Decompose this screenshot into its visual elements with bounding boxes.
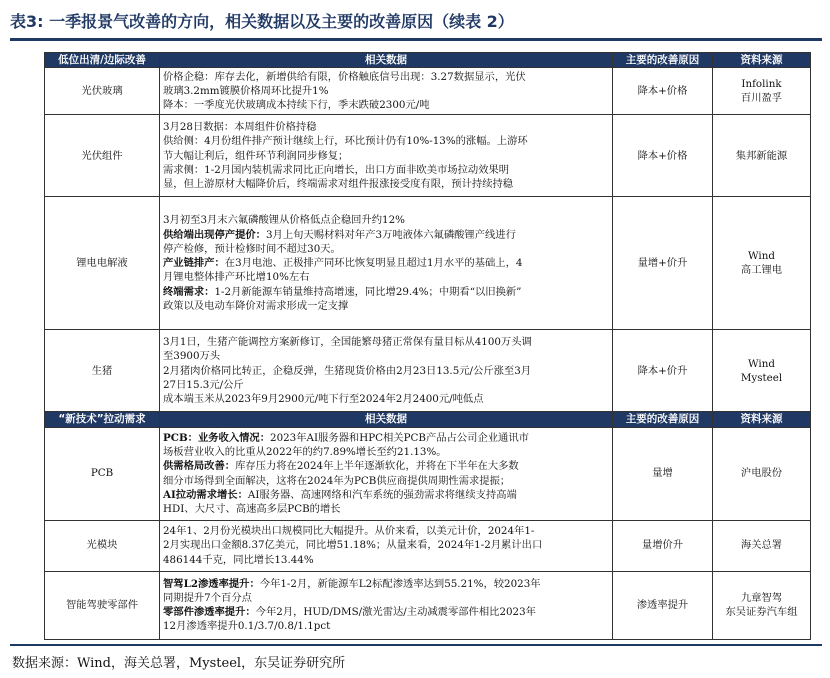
table-row [45, 427, 811, 520]
section1-header-cell: 资料来源 [713, 53, 811, 68]
cause-cell: 降本+价升 [613, 330, 713, 412]
data-line: 降本：一季度光伏玻璃成本持续下行，季末跌破2300元/吨 [163, 99, 430, 112]
data-cell [160, 427, 613, 520]
cause-cell: 量增价升 [613, 520, 713, 571]
table-row [45, 330, 811, 412]
source-line: Wind [748, 250, 775, 262]
data-cell [160, 68, 613, 115]
data-line-label: 供需格局改善： [163, 460, 236, 473]
data-line: 政策以及电动车降价对需求形成一定支撑 [163, 300, 349, 313]
source-line: 九章智驾 [740, 591, 783, 604]
data-line: 终端需求：1-2月新能源车销量维持高增速，同比增29.4%；中期看“以旧换新” [163, 285, 522, 298]
data-cell [160, 571, 613, 639]
section2-header-cell: 主要的改善原因 [613, 412, 713, 427]
data-cell [160, 197, 613, 330]
data-line-label: 零部件渗透率提升： [163, 606, 256, 619]
data-line: 零部件渗透率提升：今年2月，HUD/DMS/激光雷达/主动减震零部件相比2023年 [163, 606, 536, 619]
category-cell: 光伏组件 [45, 115, 160, 197]
data-line: 至3900万头 [163, 350, 221, 363]
data-line-label: 终端需求： [163, 285, 215, 298]
data-line-label: 智驾L2渗透率提升： [163, 577, 260, 590]
data-line: 12月渗透率提升0.1/3.7/0.8/1.1pct [163, 620, 331, 633]
data-line: PCB：业务收入情况：2023年AI服务器和HPC相关PCB产品占公司企业通讯市 [163, 431, 529, 444]
footer-divider [10, 644, 822, 646]
source-cell [713, 68, 811, 115]
category-cell: 光模块 [45, 520, 160, 571]
category-cell: 锂电电解液 [45, 197, 160, 330]
source-line: Mysteel [740, 371, 783, 384]
table-title: 表3: 一季报景气改善的方向，相关数据以及主要的改善原因（续表 2） [10, 12, 514, 31]
source-line: 高工锂电 [740, 264, 783, 277]
data-line: 玻璃3.2mm镀膜价格周环比提升1% [163, 85, 329, 98]
category-cell: 生猪 [45, 330, 160, 412]
data-line: 智驾L2渗透率提升：今年1-2月，新能源车L2标配渗透率达到55.21%，较2023年 [163, 577, 541, 590]
source-line: 海关总署 [740, 539, 783, 552]
data-line: 2月实现出口金额8.37亿美元，同比增51.18%；从量来看，2024年1-2月累计出口 [163, 539, 543, 552]
data-line: 价格企稳：库存去化，新增供给有限，价格触底信号出现：3.27数据显示，光伏 [163, 70, 526, 83]
source-cell [713, 197, 811, 330]
data-line-label: 产业链排产： [163, 257, 225, 270]
source-line: 百川盈孚 [740, 92, 783, 105]
source-line: 集邦新能源 [735, 149, 788, 162]
data-line: 3月1日，生猪产能调控方案新修订，全国能繁母猪正常保有量目标从4100万头调 [163, 336, 532, 349]
data-line: 成本端玉米从2023年9月2900元/吨下行至2024年2月2400元/吨低点 [163, 393, 484, 406]
source-cell [713, 115, 811, 197]
data-line: 需求侧：1-2月国内装机需求同比正向增长，出口方面非欧美市场拉动效果明 [163, 163, 510, 176]
data-cell [160, 520, 613, 571]
category-cell: PCB [45, 427, 160, 520]
data-line: 2月猪肉价格同比转正，企稳反弹，生猪现货价格由2月23日13.5元/公斤涨至3月 [163, 364, 532, 377]
data-line: 供给侧：4月份组件排产预计继续上行，环比预计仍有10%-13%的涨幅。上游环 [163, 135, 528, 148]
data-line: 3月初至3月末六氟磷酸锂从价格低点企稳回升约12% [163, 214, 405, 227]
section2-header-cell: “新技术”拉动需求 [45, 412, 160, 427]
data-line: 场板营业收入的比重从2022年的约7.89%增长至约21.13%。 [163, 446, 447, 458]
section2-header-cell: 相关数据 [160, 412, 613, 427]
data-line: 节大幅让利后，组件环节利润同步修复； [163, 149, 349, 162]
improvement-table [44, 52, 811, 640]
data-line: 27日15.3元/公斤 [163, 378, 244, 391]
table-row [45, 197, 811, 330]
category-cell: 智能驾驶零部件 [45, 571, 160, 639]
source-footnote: 数据来源：Wind，海关总署，Mysteel，东吴证券研究所 [12, 656, 346, 671]
cause-cell: 降本+价格 [613, 68, 713, 115]
table-row [45, 571, 811, 639]
table-row [45, 68, 811, 115]
data-line-label: 供给端出现停产提价： [163, 228, 266, 241]
data-line: 显，但上游原材大幅降价后，终端需求对组件报涨接受度有限，预计持续持稳 [163, 178, 514, 191]
section2-header-cell: 资料来源 [713, 412, 811, 427]
title-divider [10, 38, 822, 41]
data-line: 供需格局改善：库存压力将在2024年上半年逐渐软化，并将在下半年在大多数 [163, 460, 519, 473]
cause-cell: 量增 [613, 427, 713, 520]
data-line: 同期提升7个百分点 [163, 591, 252, 604]
section2-header-row [45, 412, 811, 427]
section1-header-cell: 主要的改善原因 [613, 53, 713, 68]
data-cell [160, 115, 613, 197]
table-row [45, 115, 811, 197]
cause-cell: 渗透率提升 [613, 571, 713, 639]
source-cell [713, 571, 811, 639]
data-line: HDI、大尺寸、高速高多层PCB的增长 [163, 503, 341, 516]
data-line: 产业链排产：在3月电池、正极排产同环比恢复明显且超过1月水平的基础上，4 [163, 257, 523, 270]
source-line: Wind [748, 357, 775, 370]
data-cell [160, 330, 613, 412]
cause-cell: 降本+价格 [613, 115, 713, 197]
data-line-label: AI拉动需求增长： [163, 488, 248, 501]
data-line: 486144千克，同比增长13.44% [163, 553, 314, 566]
source-cell [713, 520, 811, 571]
data-line-label: PCB：业务收入情况： [163, 431, 271, 444]
source-cell [713, 330, 811, 412]
cause-cell: 量增+价升 [613, 197, 713, 330]
source-line: 东吴证券汽车组 [725, 606, 798, 619]
source-cell [713, 427, 811, 520]
source-line: Infolink [741, 78, 782, 90]
section1-header-row [45, 53, 811, 68]
data-line: 24年1、2月份光模块出口规模同比大幅提升。从价来看，以美元计价，2024年1- [163, 525, 535, 538]
data-line: 细分市场得到全面解决，这将在2024年为PCB供应商提供周期性需求提振； [163, 474, 511, 487]
section1-header-cell: 相关数据 [160, 53, 613, 68]
category-cell: 光伏玻璃 [45, 68, 160, 115]
data-line: AI拉动需求增长：AI服务器、高速网络和汽车系统的强劲需求将继续支持高端 [163, 488, 517, 501]
data-line: 供给端出现停产提价：3月上旬天赐材料对年产3万吨液体六氟磷酸锂产线进行 [163, 228, 516, 241]
section1-header-cell: 低位出清/边际改善 [45, 53, 160, 68]
source-line: 沪电股份 [740, 467, 783, 480]
data-line: 3月28日数据：本周组件价格持稳 [163, 121, 317, 134]
table-row [45, 520, 811, 571]
data-line: 停产检修，预计检修时间不超过30天。 [163, 242, 341, 255]
data-line: 月锂电整体排产环比增10%左右 [163, 271, 310, 284]
